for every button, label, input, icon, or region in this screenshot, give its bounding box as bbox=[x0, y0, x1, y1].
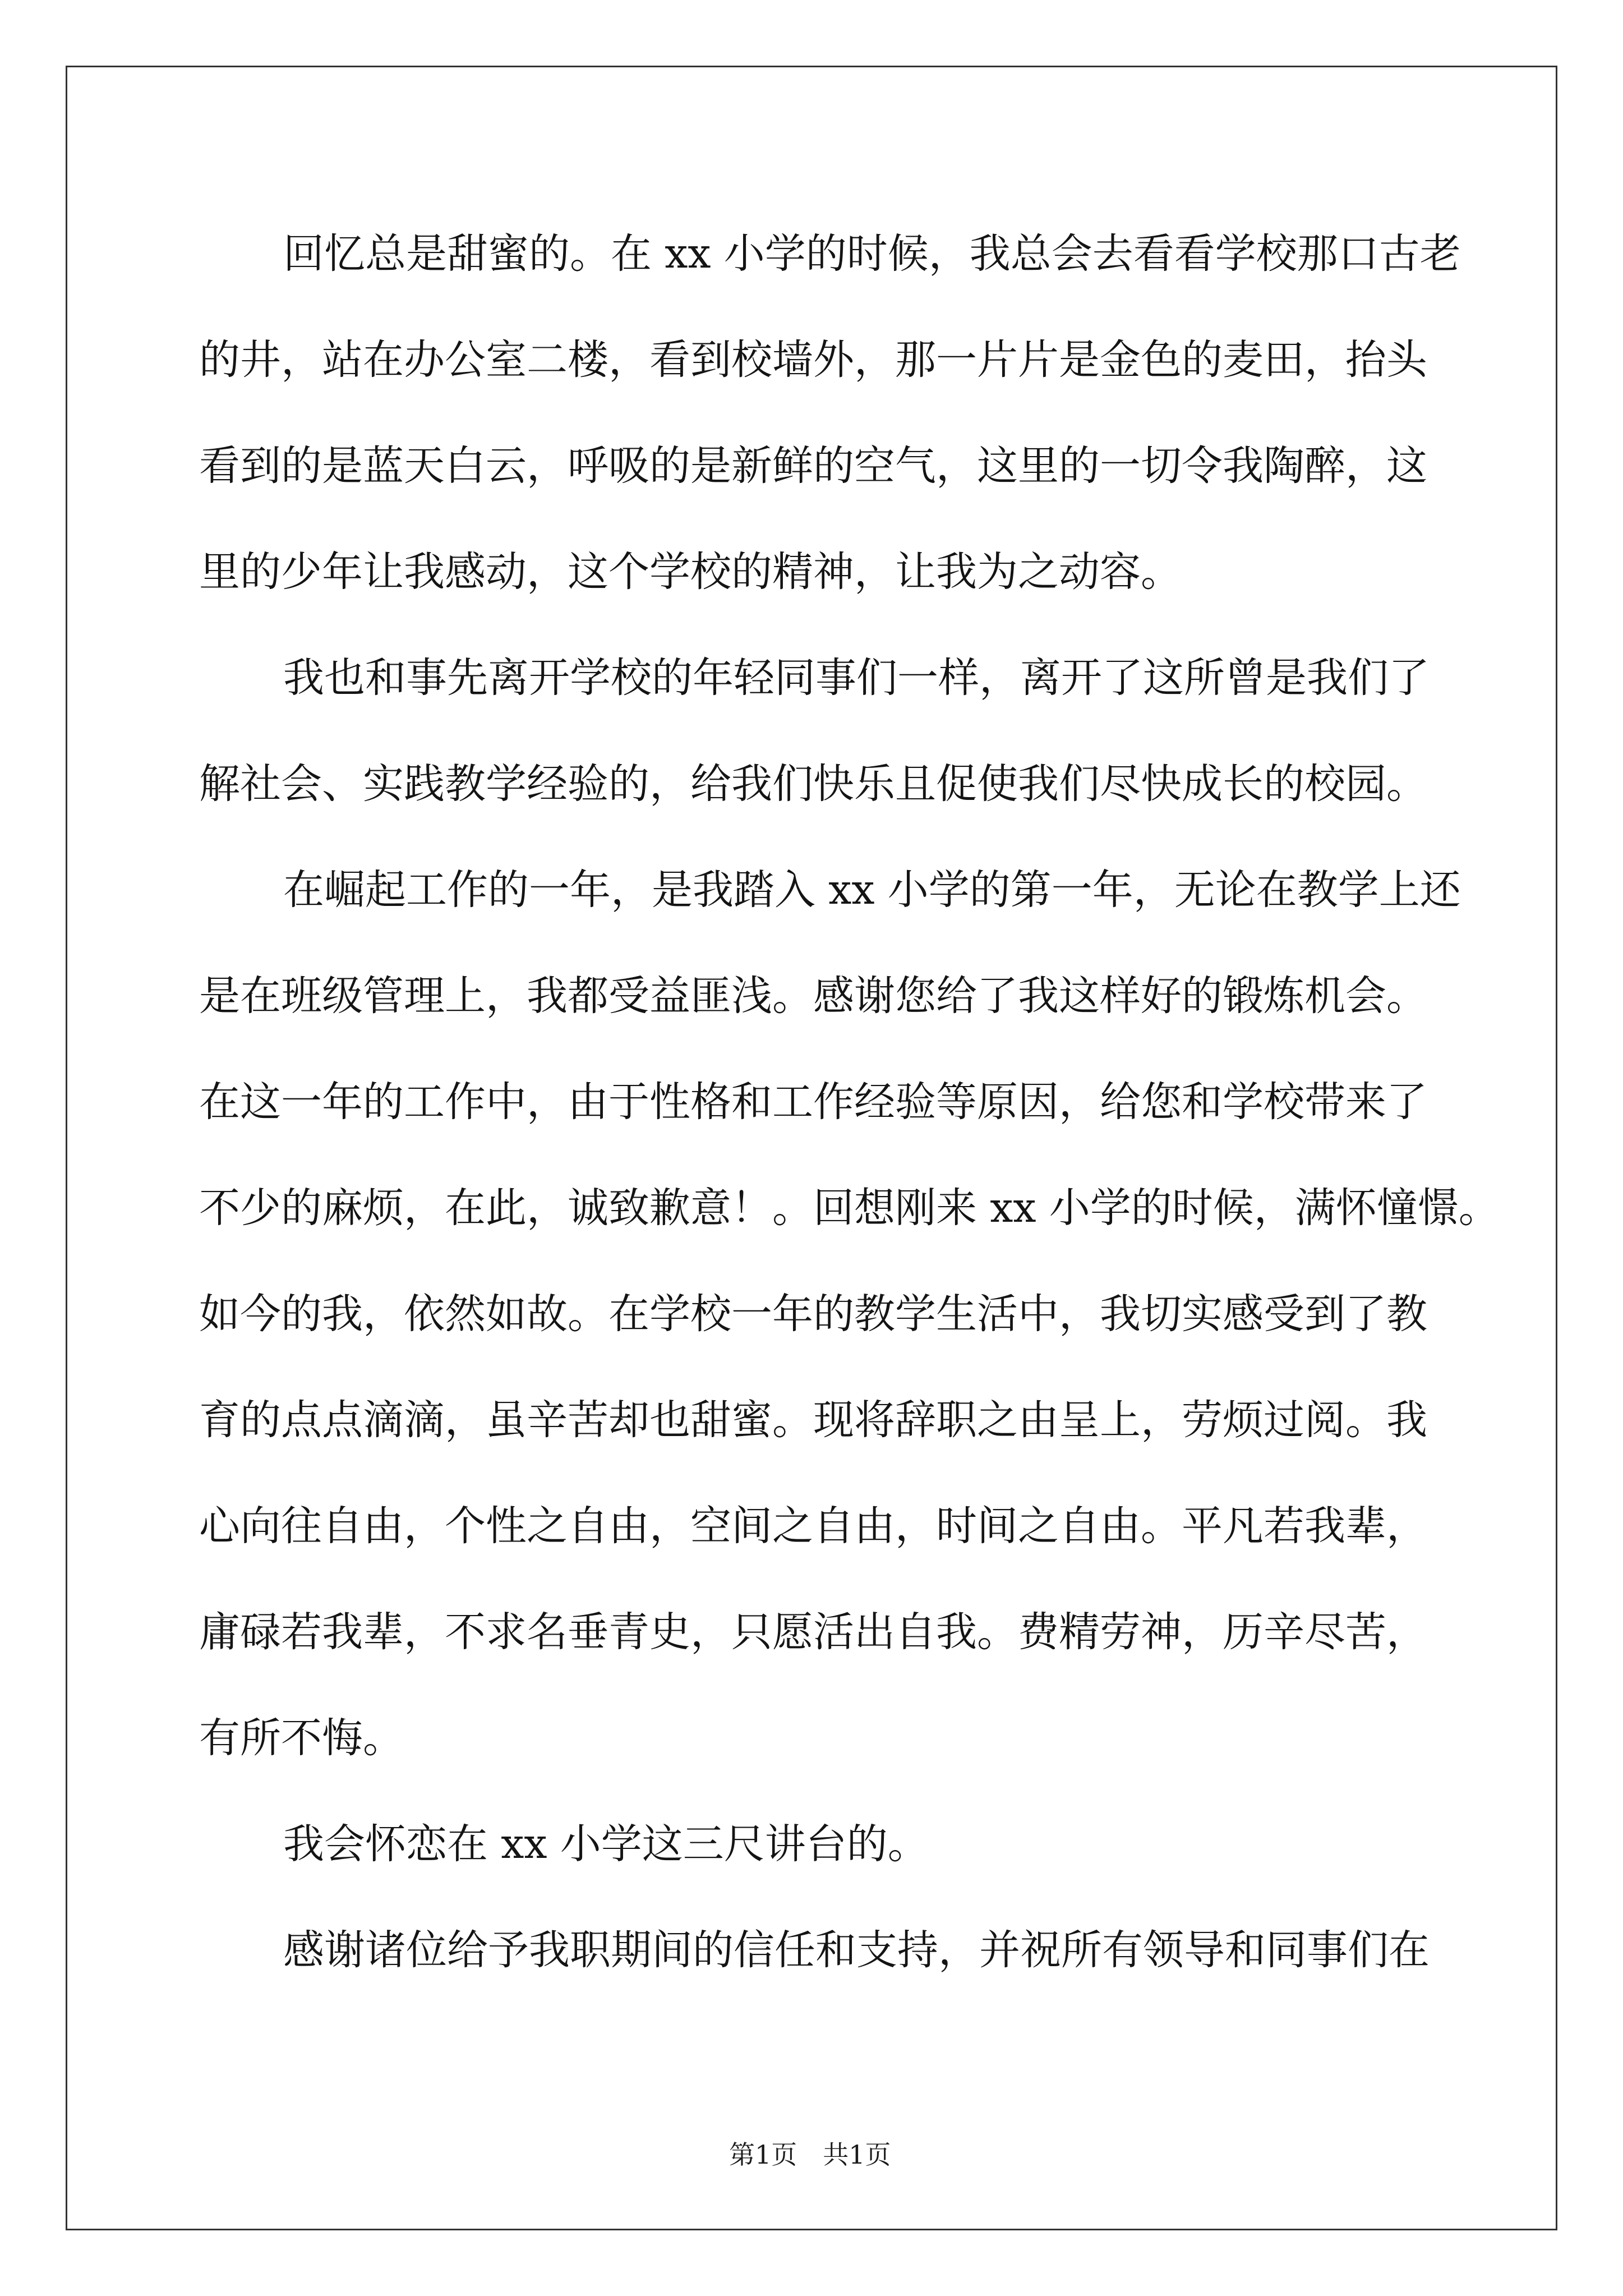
text-line: 有所不悔。 bbox=[199, 1714, 404, 1762]
text-line: 里的少年让我感动，这个学校的精神，让我为之动容。 bbox=[199, 548, 1182, 596]
text-line: 在这一年的工作中，由于性格和工作经验等原因，给您和学校带来了 bbox=[199, 1078, 1427, 1126]
page-border bbox=[66, 66, 1557, 2230]
text-line: 解社会、实践教学经验的，给我们快乐且促使我们尽快成长的校园。 bbox=[199, 760, 1427, 808]
text-line: 的井，站在办公室二楼，看到校墙外，那一片片是金色的麦田，抬头 bbox=[199, 336, 1427, 384]
text-line: 我也和事先离开学校的年轻同事们一样，离开了这所曾是我们了 bbox=[283, 654, 1430, 702]
page-number-footer: 第1页 共1页 bbox=[729, 2139, 891, 2170]
text-line: 如今的我，依然如故。在学校一年的教学生活中，我切实感受到了教 bbox=[199, 1290, 1427, 1338]
text-line: 我会怀恋在 xx 小学这三尺讲台的。 bbox=[283, 1820, 929, 1868]
text-line: 不少的麻烦，在此，诚致歉意！。回想刚来 xx 小学的时候，满怀憧憬。 bbox=[199, 1184, 1500, 1232]
text-line: 是在班级管理上，我都受益匪浅。感谢您给了我这样好的锻炼机会。 bbox=[199, 972, 1427, 1020]
text-line: 庸碌若我辈，不求名垂青史，只愿活出自我。费精劳神，历辛尽苦， bbox=[199, 1608, 1427, 1656]
text-line: 育的点点滴滴，虽辛苦却也甜蜜。现将辞职之由呈上，劳烦过阅。我 bbox=[199, 1396, 1427, 1444]
text-line: 感谢诸位给予我职期间的信任和支持，并祝所有领导和同事们在 bbox=[283, 1926, 1430, 1974]
text-line: 在崛起工作的一年，是我踏入 xx 小学的第一年，无论在教学上还 bbox=[283, 866, 1461, 914]
text-line: 心向往自由，个性之自由，空间之自由，时间之自由。平凡若我辈， bbox=[199, 1502, 1427, 1550]
text-line: 回忆总是甜蜜的。在 xx 小学的时候，我总会去看看学校那口古老 bbox=[283, 230, 1461, 278]
text-line: 看到的是蓝天白云，呼吸的是新鲜的空气，这里的一切令我陶醉，这 bbox=[199, 442, 1427, 490]
